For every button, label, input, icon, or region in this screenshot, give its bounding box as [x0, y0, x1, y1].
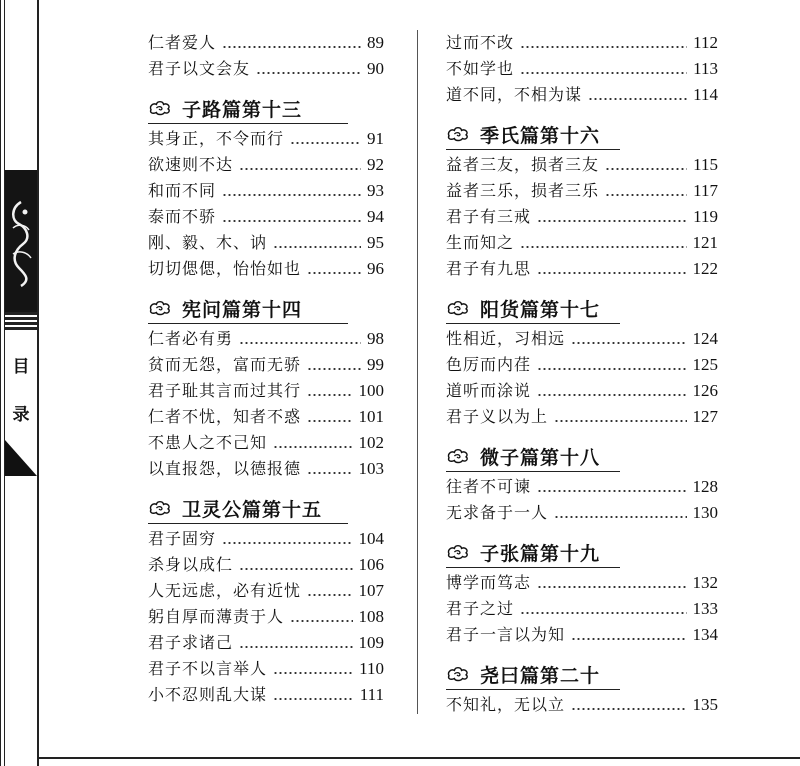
dot-leader — [537, 586, 686, 588]
section-heading[interactable] — [446, 659, 620, 690]
dot-leader — [571, 342, 686, 344]
entry-title: 性相近，习相远 — [446, 329, 566, 348]
dot-leader — [571, 708, 686, 710]
toc-entry[interactable] — [446, 622, 718, 648]
entry-page-number: 89 — [367, 33, 384, 52]
cloud-scroll-icon — [446, 447, 470, 465]
entry-title: 往者不可谏 — [446, 477, 532, 496]
entry-page-number: 128 — [692, 477, 718, 496]
entry-title: 不如学也 — [446, 59, 515, 78]
toc-entry[interactable] — [446, 204, 718, 230]
entry-page-number: 107 — [358, 581, 384, 600]
dot-leader — [273, 246, 361, 248]
dot-leader — [520, 72, 687, 74]
entry-title: 仁者爱人 — [148, 33, 217, 52]
cloud-scroll-icon — [148, 499, 172, 517]
entry-title: 君子不以言举人 — [148, 659, 268, 678]
entry-title: 刚、毅、木、讷 — [148, 233, 268, 252]
entry-title: 博学而笃志 — [446, 573, 532, 592]
entry-page-number: 91 — [367, 129, 384, 148]
dot-leader — [290, 620, 352, 622]
toc-entry[interactable] — [148, 656, 384, 682]
dot-leader — [554, 516, 686, 518]
section-title: 尧曰篇第二十 — [480, 664, 601, 687]
dot-leader — [239, 342, 361, 344]
dot-leader — [307, 272, 361, 274]
cloud-scroll-icon — [446, 125, 470, 143]
dot-leader — [537, 220, 687, 222]
entry-title: 欲速则不达 — [148, 155, 234, 174]
entry-page-number: 110 — [359, 659, 384, 678]
entry-page-number: 100 — [358, 381, 384, 400]
toc-entry[interactable] — [446, 30, 718, 56]
cloud-scroll-icon — [446, 543, 470, 561]
entry-title: 君子求诸己 — [148, 633, 234, 652]
entry-title: 小不忍则乱大谋 — [148, 685, 268, 704]
entry-title: 切切偲偲，怡怡如也 — [148, 259, 302, 278]
entry-page-number: 134 — [692, 625, 718, 644]
entry-page-number: 102 — [358, 433, 384, 452]
entry-page-number: 99 — [367, 355, 384, 374]
entry-title: 君子固穷 — [148, 529, 217, 548]
entry-page-number: 117 — [693, 181, 718, 200]
entry-page-number: 126 — [692, 381, 718, 400]
entry-title: 君子有三戒 — [446, 207, 532, 226]
dot-leader — [290, 142, 361, 144]
entry-title: 君子耻其言而过其行 — [148, 381, 302, 400]
entry-title: 君子义以为上 — [446, 407, 549, 426]
entry-page-number: 132 — [692, 573, 718, 592]
dot-leader — [307, 594, 352, 596]
toc-entry[interactable] — [148, 326, 384, 352]
dot-leader — [307, 394, 352, 396]
entry-page-number: 95 — [367, 233, 384, 252]
entry-page-number: 94 — [367, 207, 384, 226]
dot-leader — [222, 194, 361, 196]
entry-title: 不知礼，无以立 — [446, 695, 566, 714]
dot-leader — [520, 612, 686, 614]
entry-title: 躬自厚而薄责于人 — [148, 607, 285, 626]
toc-entry[interactable] — [148, 378, 384, 404]
dot-leader — [307, 368, 361, 370]
entry-page-number: 127 — [692, 407, 718, 426]
entry-title: 道听而涂说 — [446, 381, 532, 400]
dot-leader — [273, 698, 354, 700]
toc-entry[interactable] — [446, 82, 718, 108]
cloud-scroll-icon — [148, 99, 172, 117]
section-heading[interactable] — [148, 493, 348, 524]
dot-leader — [307, 420, 352, 422]
entry-page-number: 135 — [692, 695, 718, 714]
dot-leader — [239, 646, 352, 648]
dot-leader — [222, 46, 361, 48]
entry-title: 益者三乐，损者三乐 — [446, 181, 600, 200]
toc-entry[interactable] — [148, 430, 384, 456]
entry-title: 无求备于一人 — [446, 503, 549, 522]
toc-left-column — [148, 30, 384, 708]
entry-page-number: 111 — [359, 685, 384, 704]
dot-leader — [605, 194, 687, 196]
toc-entry[interactable] — [446, 56, 718, 82]
toc-entry[interactable] — [446, 596, 718, 622]
section-title: 卫灵公篇第十五 — [182, 498, 323, 521]
side-tab-label-2: 录 — [12, 405, 30, 425]
entry-title: 仁者必有勇 — [148, 329, 234, 348]
toc-entry[interactable] — [148, 404, 384, 430]
toc-entry[interactable] — [446, 474, 718, 500]
column-divider — [417, 30, 418, 714]
entry-title: 君子以文会友 — [148, 59, 251, 78]
toc-entry[interactable] — [446, 570, 718, 596]
entry-page-number: 106 — [358, 555, 384, 574]
cloud-scroll-icon — [446, 299, 470, 317]
entry-title: 以直报怨，以德报德 — [148, 459, 302, 478]
toc-entry[interactable] — [148, 682, 384, 708]
dot-leader — [239, 168, 361, 170]
entry-page-number: 90 — [367, 59, 384, 78]
dot-leader — [537, 394, 686, 396]
entry-page-number: 98 — [367, 329, 384, 348]
entry-page-number: 96 — [367, 259, 384, 278]
page-border-line — [37, 0, 39, 766]
toc-entry[interactable] — [148, 578, 384, 604]
side-tab-corner — [5, 440, 37, 476]
dot-leader — [537, 368, 686, 370]
toc-entry[interactable] — [148, 456, 384, 482]
toc-entry[interactable] — [148, 56, 384, 82]
entry-page-number: 122 — [692, 259, 718, 278]
toc-entry[interactable] — [148, 604, 384, 630]
entry-title: 和而不同 — [148, 181, 217, 200]
toc-entry[interactable] — [148, 526, 384, 552]
entry-page-number: 93 — [367, 181, 384, 200]
entry-title: 君子一言以为知 — [446, 625, 566, 644]
dot-leader — [537, 272, 686, 274]
dot-leader — [571, 638, 686, 640]
dot-leader — [222, 542, 352, 544]
entry-title: 色厉而内荏 — [446, 355, 532, 374]
entry-title: 君子之过 — [446, 599, 515, 618]
dot-leader — [222, 220, 361, 222]
dot-leader — [520, 46, 687, 48]
entry-page-number: 114 — [693, 85, 718, 104]
entry-page-number: 109 — [358, 633, 384, 652]
toc-entry[interactable] — [446, 500, 718, 526]
entry-page-number: 108 — [358, 607, 384, 626]
dot-leader — [273, 446, 352, 448]
dot-leader — [273, 672, 353, 674]
entry-title: 君子有九思 — [446, 259, 532, 278]
entry-title: 生而知之 — [446, 233, 515, 252]
bottom-rule — [39, 757, 800, 759]
toc-entry[interactable] — [148, 126, 384, 152]
section-title: 阳货篇第十七 — [480, 298, 601, 321]
toc-entry[interactable] — [148, 152, 384, 178]
entry-title: 其身正，不令而行 — [148, 129, 285, 148]
entry-title: 贫而无怨，富而无骄 — [148, 355, 302, 374]
toc-entry[interactable] — [446, 178, 718, 204]
entry-title: 道不同，不相为谋 — [446, 85, 583, 104]
entry-title: 益者三友，损者三友 — [446, 155, 600, 174]
toc-entry[interactable] — [148, 30, 384, 56]
dot-leader — [239, 568, 352, 570]
toc-entry[interactable] — [148, 352, 384, 378]
section-title: 子张篇第十九 — [480, 542, 601, 565]
side-tab-label-1: 目 — [12, 357, 30, 377]
entry-title: 人无远虑，必有近忧 — [148, 581, 302, 600]
entry-page-number: 104 — [358, 529, 384, 548]
dot-leader — [554, 420, 686, 422]
entry-page-number: 124 — [692, 329, 718, 348]
toc-entry[interactable] — [148, 552, 384, 578]
toc-entry[interactable] — [148, 630, 384, 656]
page-border-line — [0, 0, 1, 766]
section-heading[interactable] — [446, 537, 620, 568]
entry-page-number: 101 — [358, 407, 384, 426]
entry-title: 泰而不骄 — [148, 207, 217, 226]
dot-leader — [588, 98, 687, 100]
dot-leader — [307, 472, 352, 474]
dot-leader — [537, 490, 686, 492]
entry-page-number: 112 — [693, 33, 718, 52]
dot-leader — [256, 72, 361, 74]
toc-entry[interactable] — [148, 178, 384, 204]
dot-leader — [520, 246, 686, 248]
entry-title: 过而不改 — [446, 33, 515, 52]
toc-entry[interactable] — [446, 378, 718, 404]
entry-page-number: 92 — [367, 155, 384, 174]
toc-entry[interactable] — [148, 256, 384, 282]
section-heading[interactable] — [148, 293, 348, 324]
entry-page-number: 133 — [692, 599, 718, 618]
entry-title: 不患人之不己知 — [148, 433, 268, 452]
spine-stripes — [5, 312, 37, 332]
entry-page-number: 119 — [693, 207, 718, 226]
entry-title: 杀身以成仁 — [148, 555, 234, 574]
section-title: 季氏篇第十六 — [480, 124, 601, 147]
toc-right-column — [446, 30, 718, 718]
toc-entry[interactable] — [446, 404, 718, 430]
section-title: 宪问篇第十四 — [182, 298, 303, 321]
toc-entry[interactable] — [446, 230, 718, 256]
toc-entry[interactable] — [446, 256, 718, 282]
entry-title: 仁者不忧，知者不惑 — [148, 407, 302, 426]
toc-entry[interactable] — [446, 352, 718, 378]
entry-page-number: 113 — [693, 59, 718, 78]
section-heading[interactable] — [446, 441, 620, 472]
entry-page-number: 121 — [692, 233, 718, 252]
cloud-scroll-icon — [148, 299, 172, 317]
toc-entry[interactable] — [446, 692, 718, 718]
dragon-ornament-icon — [5, 198, 37, 290]
cloud-scroll-icon — [446, 665, 470, 683]
entry-page-number: 103 — [358, 459, 384, 478]
section-heading[interactable] — [446, 119, 620, 150]
entry-page-number: 125 — [692, 355, 718, 374]
section-heading[interactable] — [148, 93, 348, 124]
toc-entry[interactable] — [148, 230, 384, 256]
toc-entry[interactable] — [446, 152, 718, 178]
dot-leader — [605, 168, 687, 170]
section-title: 微子篇第十八 — [480, 446, 601, 469]
section-title: 子路篇第十三 — [182, 98, 303, 121]
entry-page-number: 130 — [692, 503, 718, 522]
section-heading[interactable] — [446, 293, 620, 324]
toc-entry[interactable] — [148, 204, 384, 230]
entry-page-number: 115 — [693, 155, 718, 174]
toc-entry[interactable] — [446, 326, 718, 352]
